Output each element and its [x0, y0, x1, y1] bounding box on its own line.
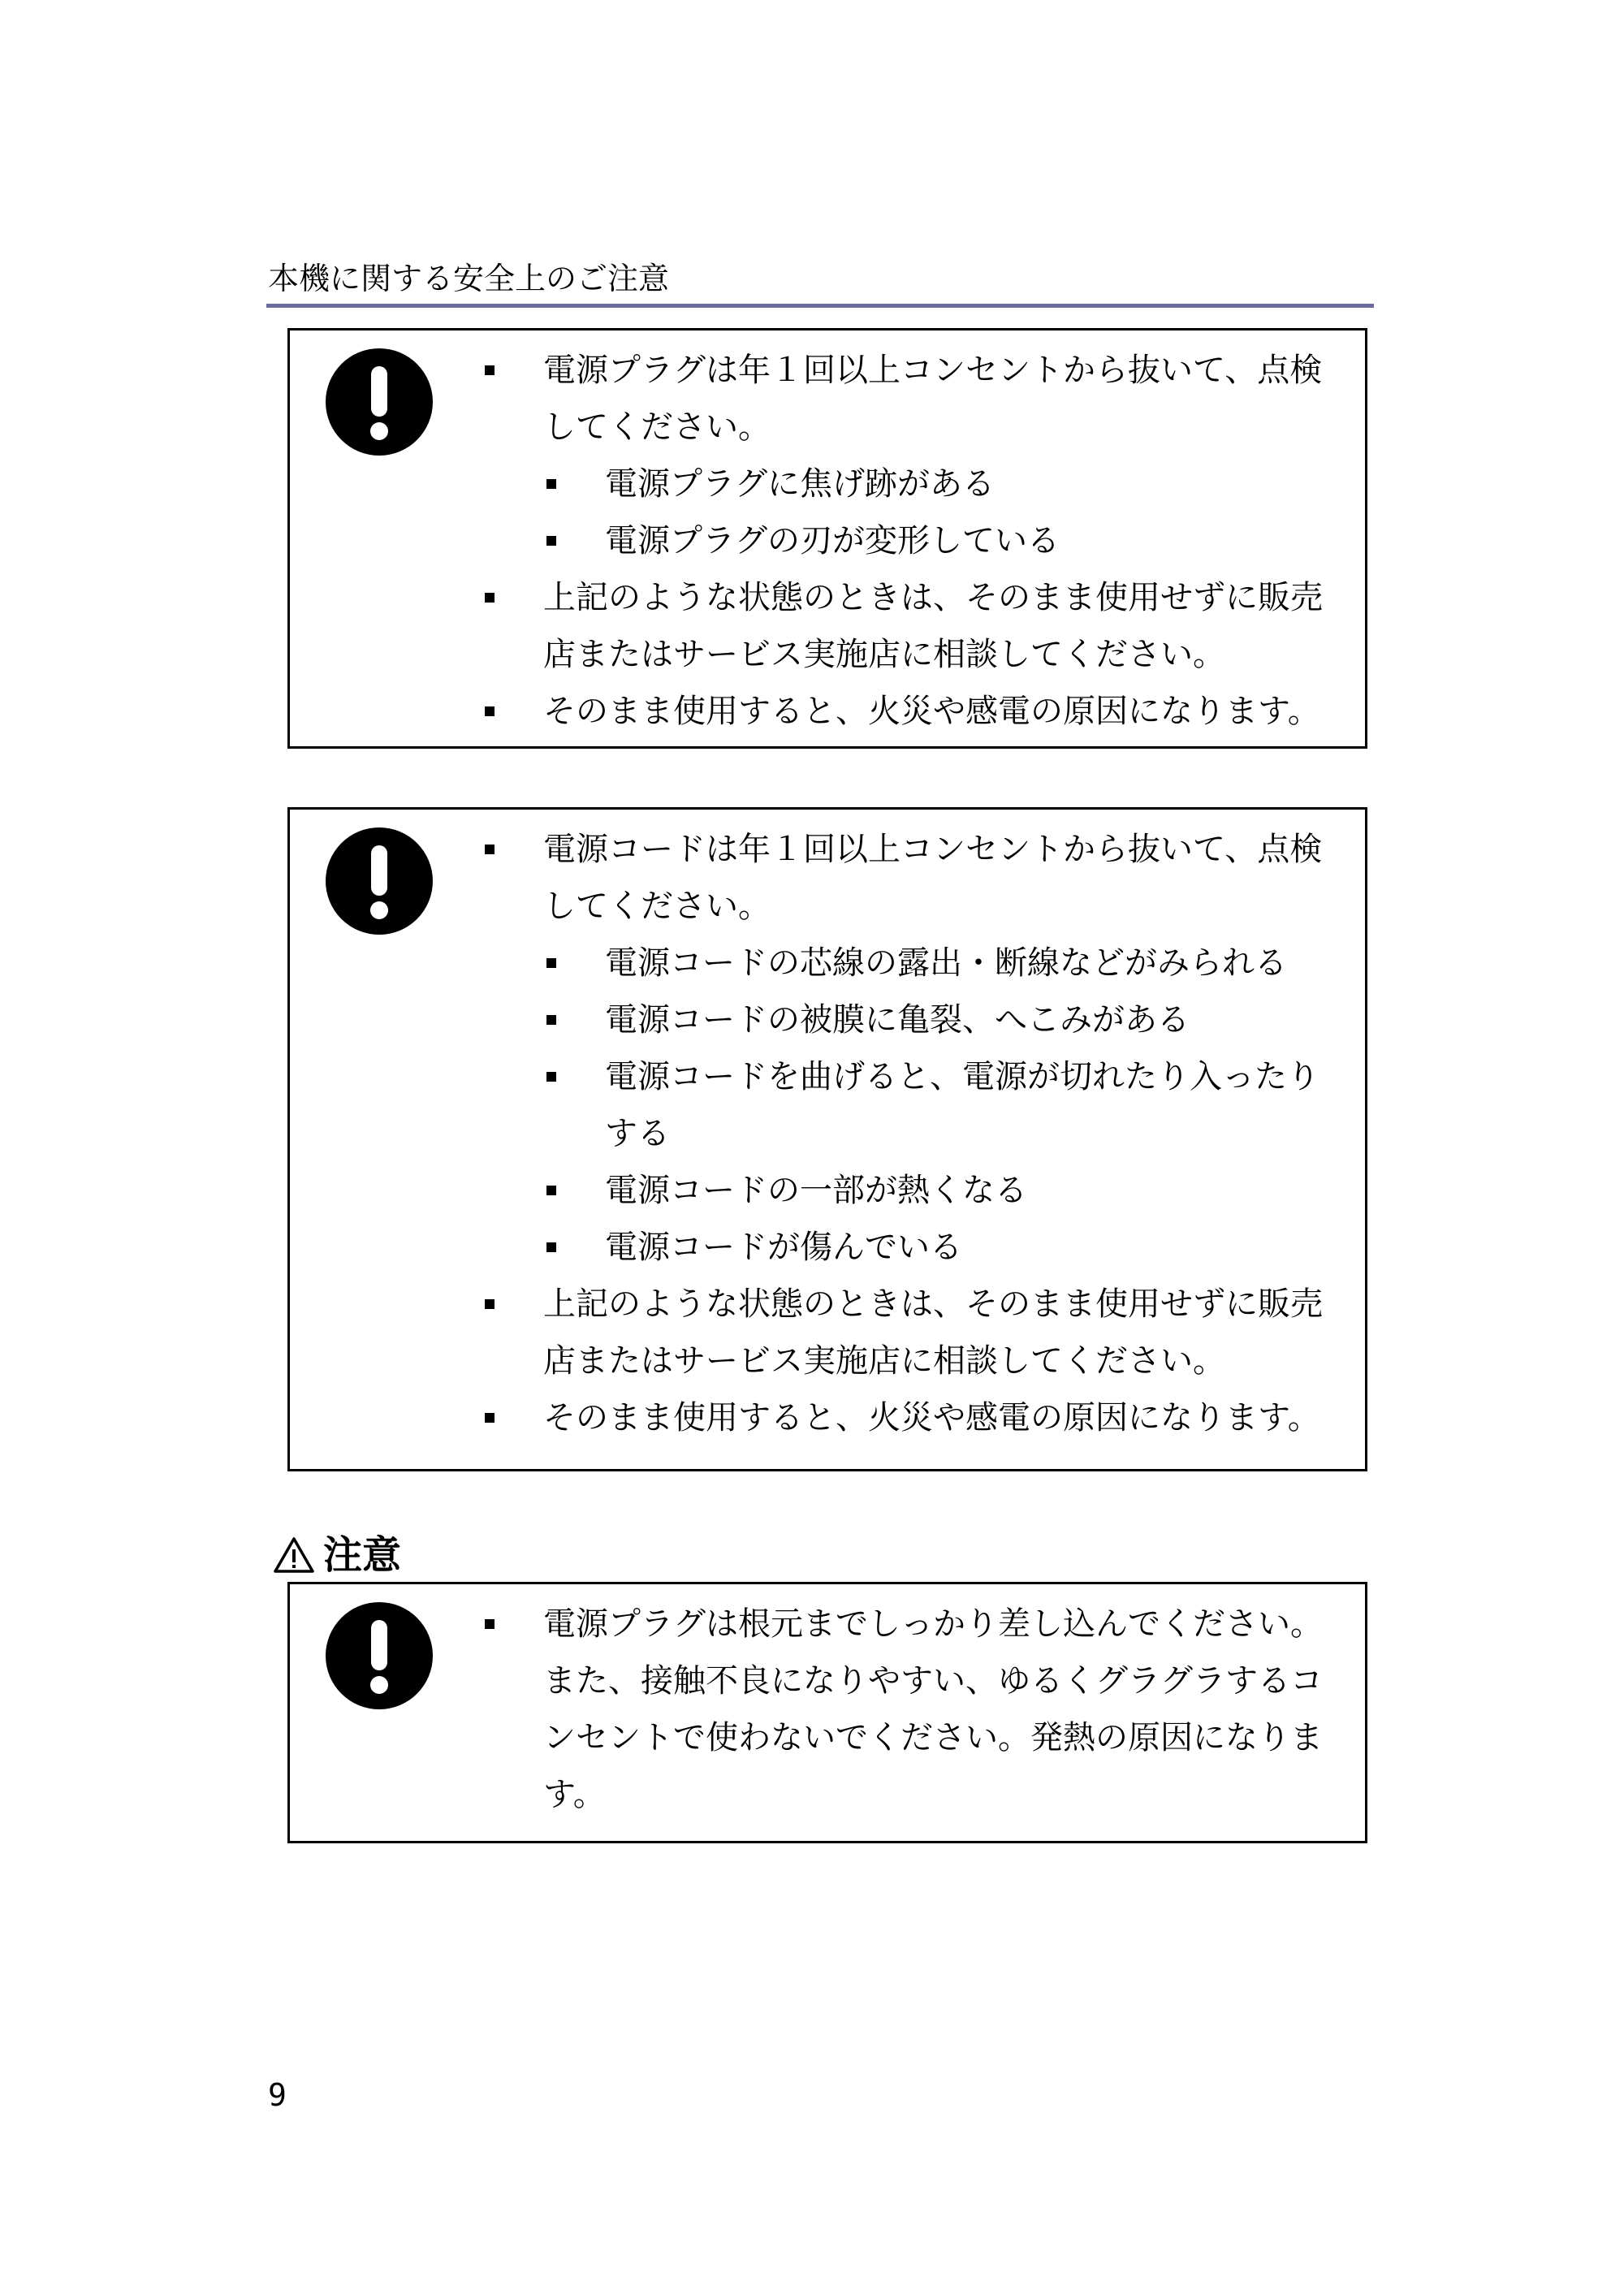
bullet-marker [485, 365, 495, 375]
list-item: そのまま使用すると、火災や感電の原因になります。 [543, 693, 1320, 730]
exclamation-circle-icon [324, 1601, 434, 1711]
warning-box-cord-inspection [287, 807, 1367, 1471]
sub-list-item: 電源コードを曲げると、電源が切れたり入ったり [605, 1058, 1320, 1095]
bullet-marker [485, 1299, 495, 1309]
bullet-marker [546, 1015, 556, 1025]
exclamation-circle-icon [324, 826, 434, 936]
list-item: してください。 [543, 888, 771, 925]
list-item: 電源プラグは年１回以上コンセントから抜いて、点検 [543, 352, 1323, 389]
caution-box-plug-insertion [287, 1582, 1367, 1843]
sub-list-item: 電源コードの被膜に亀裂、へこみがある [605, 1001, 1190, 1039]
bullet-marker [546, 479, 556, 489]
list-item: また、接触不良になりやすい、ゆるくグラグラするコ [543, 1662, 1323, 1700]
section-header: 本機に関する安全上のご注意 [268, 261, 670, 296]
bullet-marker [546, 1242, 556, 1252]
bullet-marker [485, 1413, 495, 1423]
list-item: そのまま使用すると、火災や感電の原因になります。 [543, 1399, 1320, 1436]
sub-list-item: する [605, 1115, 670, 1152]
bullet-marker [546, 958, 556, 968]
list-item: 電源コードは年１回以上コンセントから抜いて、点検 [543, 831, 1323, 868]
bullet-marker [485, 845, 495, 854]
bullet-marker [485, 593, 495, 603]
list-item: 電源プラグは根元までしっかり差し込んでください。 [543, 1605, 1323, 1643]
list-item: 店またはサービス実施店に相談してください。 [543, 636, 1225, 673]
list-item: 上記のような状態のときは、そのまま使用せずに販売 [543, 579, 1323, 616]
list-item: 上記のような状態のときは、そのまま使用せずに販売 [543, 1285, 1323, 1323]
list-item: ンセントで使わないでください。発熱の原因になりま [543, 1719, 1323, 1756]
sub-list-item: 電源コードの芯線の露出・断線などがみられる [605, 944, 1287, 982]
bullet-marker [485, 706, 495, 716]
bullet-marker [546, 536, 556, 546]
exclamation-circle-icon [324, 347, 434, 457]
sub-list-item: 電源コードの一部が熱くなる [605, 1172, 1027, 1209]
list-item: してください。 [543, 408, 771, 446]
page-number: 9 [268, 2077, 287, 2113]
sub-list-item: 電源プラグに焦げ跡がある [605, 465, 995, 503]
sub-list-item: 電源プラグの刃が変形している [605, 522, 1060, 559]
bullet-marker [546, 1072, 556, 1082]
list-item: す。 [543, 1776, 606, 1813]
warning-triangle-icon [273, 1536, 315, 1574]
list-item: 店またはサービス実施店に相談してください。 [543, 1342, 1225, 1380]
bullet-marker [485, 1619, 495, 1629]
caution-label: 注意 [323, 1532, 402, 1578]
bullet-marker [546, 1186, 556, 1195]
sub-list-item: 電源コードが傷んでいる [605, 1229, 962, 1266]
warning-box-plug-inspection [287, 328, 1367, 749]
header-rule [266, 304, 1374, 308]
